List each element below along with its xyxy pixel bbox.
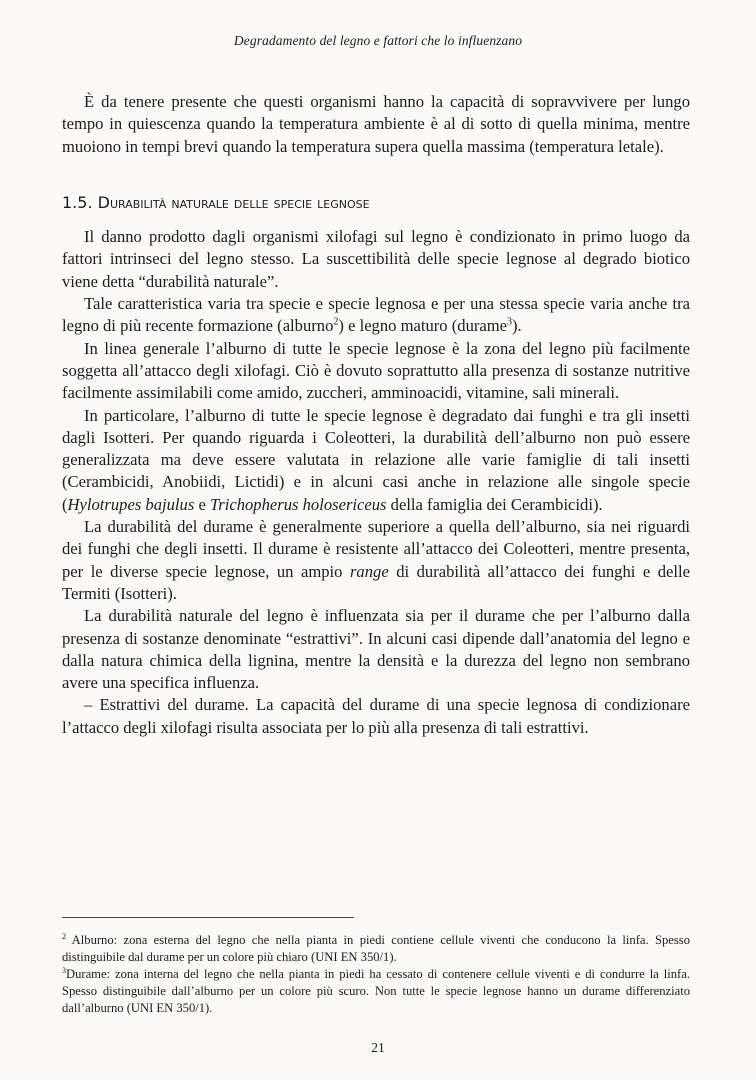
paragraph-extractives-durame: – Estrattivi del durame. La capacità del durame di una specie legnosa di condizionare l’attacco degli xilofagi risulta associata per lo più alla presenza di tali estrattivi.	[62, 695, 690, 737]
footnote-ref-2: 2	[333, 316, 339, 328]
paragraph-quiescence: È da tenere presente che questi organismi hanno la capacità di sopravvivere per lungo tempo in quiescenza quando la temperatura ambiente è al di sotto di quella minima, mentre muoiono in tempi brevi quando la temperatura supera quella massima (temperatura letale).	[62, 92, 690, 156]
footnote-ref-3: 3	[507, 316, 513, 328]
footnote-mark: 2	[62, 931, 66, 941]
section-heading	[62, 192, 690, 214]
running-head: Degradamento del legno e fattori che lo influenzano	[233, 33, 523, 48]
text-run: In particolare, l’alburno di tutte le specie legnose è degradato dai funghi e tra gli insetti dagli Isotteri. Per quando riguarda i Coleotteri, la durabilità dell’alburno non può essere generalizzata ma deve essere valutata in relazione alle varie famiglie di tali insetti (Cerambicidi, Anobiidi, Lictidi) e in alcuni casi anche in relazione alle singole specie (	[62, 405, 690, 514]
page-number: 21	[371, 1040, 385, 1055]
footnote-text: Durame: zona interna del legno che nella pianta in piedi ha cessato di contenere cellule viventi e di condurre la linfa. Spesso distinguibile dall’alburno per un colore più scuro. Non tutte le specie legnose hanno un durame differenziato dall’alburno (UNI EN 350/1).	[62, 966, 690, 1015]
paragraph-extractives: La durabilità naturale del legno è influenzata sia per il durame che per l’alburno dalla presenza di sostanze denominate “estrattivi”. In alcuni casi dipende dall’anatomia del legno e dalla natura chimica della lignina, mentre la densità e la durezza del legno non sembrano avere una specifica influenza.	[62, 606, 690, 693]
text-run: della famiglia dei Cerambicidi).	[386, 494, 603, 514]
species-name: Hylotrupes bajulus	[67, 494, 195, 514]
text-run: La durabilità del durame è generalmente superiore a quella dell’alburno, sia nei riguardi dei funghi che degli insetti. Il durame è resistente all’attacco dei Coleotteri, mentre presenta, per le diverse specie legnose, un ampio	[62, 517, 690, 581]
footnote-mark: 3	[62, 965, 66, 975]
section-title: Durabilità naturale delle specie legnose	[97, 192, 370, 212]
text-run: ).	[512, 316, 522, 336]
footnotes	[62, 932, 690, 1017]
text-run: di durabilità all’attacco dei funghi e delle Termiti (Isotteri).	[62, 561, 690, 603]
paragraph-damage: Il danno prodotto dagli organismi xilofagi sul legno è condizionato in primo luogo da fattori intrinseci del legno stesso. La suscettibilità delle specie legnose al degrado biotico viene detta “durabilità naturale”.	[62, 227, 690, 291]
paragraph-variation	[62, 293, 690, 338]
footnote-divider	[62, 917, 354, 918]
text-run: ) e legno maturo (durame	[338, 316, 508, 336]
footnote-2	[62, 932, 690, 966]
paragraph-general: In linea generale l’alburno di tutte le specie legnose è la zona del legno più facilmente soggetta all’attacco degli xilofagi. Ciò è dovuto soprattutto alla presenza di sostanze nutritive facilmente assimilabili come amido, zuccheri, amminoacidi, vitamine, sali minerali.	[62, 338, 690, 403]
paragraph-durame	[62, 516, 690, 605]
body-text	[62, 91, 690, 739]
paragraph-particular	[62, 405, 690, 516]
section-number: 1.5.	[62, 192, 93, 212]
text-run: Tale caratteristica varia tra specie e specie legnosa e per una stessa specie varia anche tra legno di più recente formazione (alburno	[62, 294, 690, 336]
footnote-text: Alburno: zona esterna del legno che nella pianta in piedi contiene cellule viventi che conducono la linfa. Spesso distinguibile dal durame per un colore più chiaro (UNI EN 350/1).	[62, 933, 690, 964]
italic-term: range	[349, 561, 389, 581]
text-run: e	[194, 494, 210, 514]
footnote-3	[62, 966, 690, 1017]
species-name: Trichopherus holosericeus	[209, 494, 387, 514]
